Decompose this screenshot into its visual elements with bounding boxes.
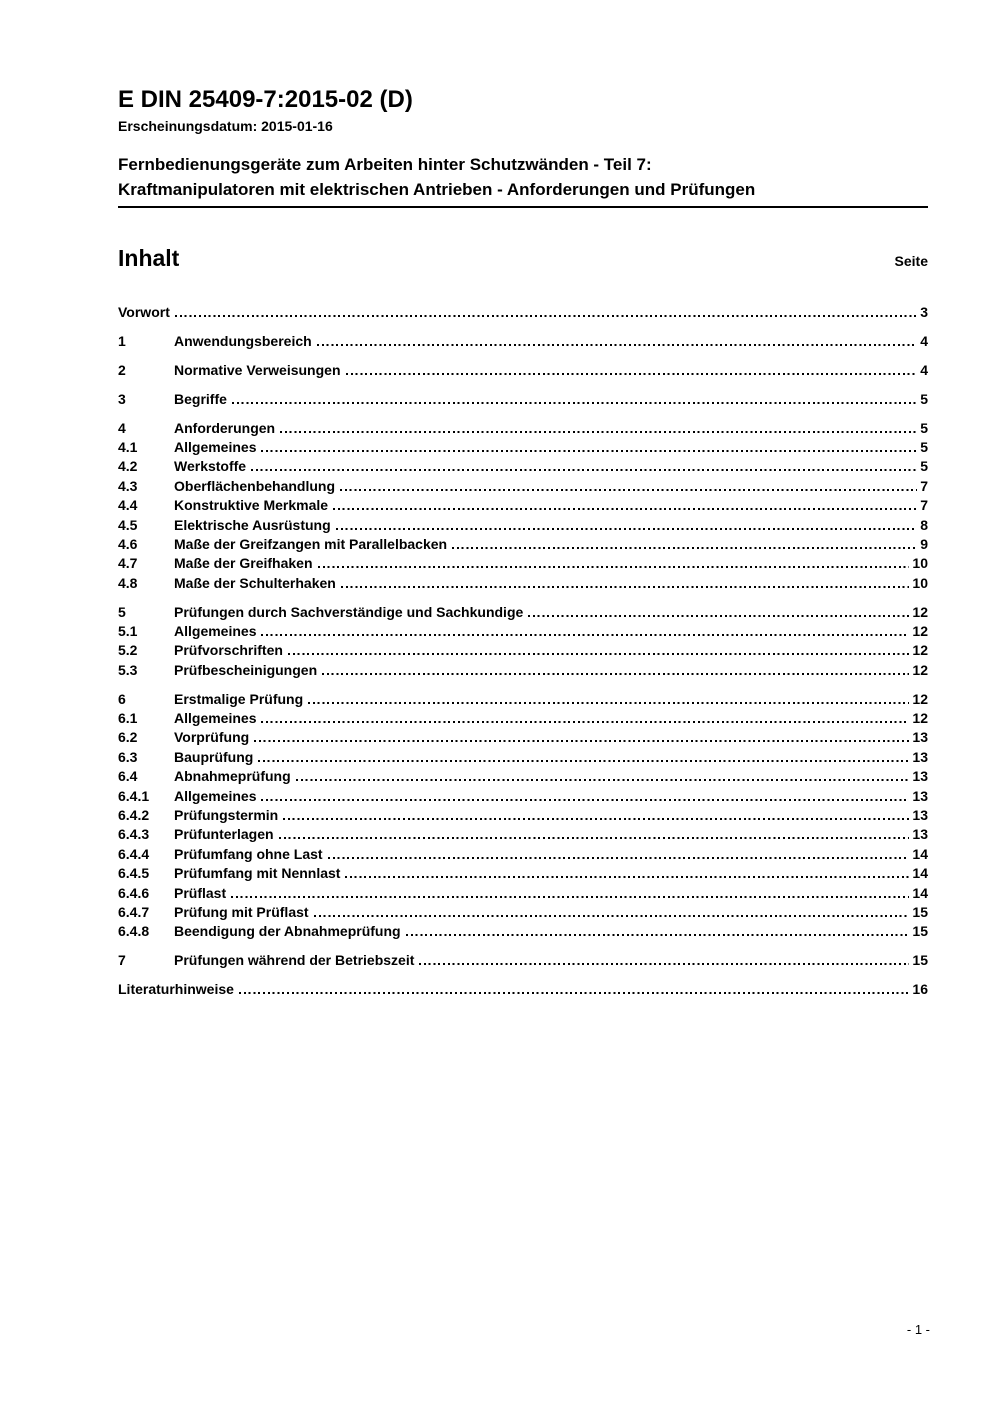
toc-entry	[118, 304, 928, 323]
toc-entry-number: 6.4	[118, 768, 138, 785]
toc-entry-title: Abnahmeprüfung	[174, 768, 291, 785]
toc-leader-dots	[279, 837, 910, 839]
toc-entry-title: Allgemeines	[174, 438, 257, 455]
toc-entry-number: 1	[118, 332, 126, 349]
toc-entry-title: Prüfumfang mit Nennlast	[174, 865, 341, 882]
toc-leader-dots	[345, 876, 909, 878]
toc-entry-number: 6.2	[118, 729, 138, 746]
toc-entry-title: Prüfvorschriften	[174, 642, 283, 659]
toc-entry-page: 12	[912, 642, 928, 659]
toc-entry-page: 13	[912, 787, 928, 804]
toc-entry	[118, 458, 928, 477]
toc-entry-title: Allgemeines	[174, 622, 257, 639]
toc-entry-page: 15	[912, 952, 928, 969]
toc-entry-number: 4.2	[118, 458, 138, 475]
toc-leader-dots	[261, 799, 909, 801]
toc-entry-number: 6.4.1	[118, 787, 150, 804]
page-column-label: Seite	[894, 253, 928, 269]
toc-entry-title: Allgemeines	[174, 710, 257, 727]
toc-list	[118, 304, 928, 1001]
toc-leader-dots	[239, 992, 910, 994]
toc-entry-number: 6.1	[118, 710, 138, 727]
toc-leader-dots	[318, 566, 910, 568]
toc-entry	[118, 536, 928, 555]
toc-entry	[118, 865, 928, 884]
toc-leader-dots	[232, 402, 917, 404]
toc-entry-page: 9	[920, 535, 928, 552]
toc-leader-dots	[251, 469, 917, 471]
toc-entry-page: 12	[912, 622, 928, 639]
toc-entry	[118, 604, 928, 623]
toc-entry-number: 4	[118, 419, 126, 436]
toc-entry-title: Prüfungstermin	[174, 806, 279, 823]
toc-leader-dots	[346, 373, 918, 375]
toc-entry	[118, 768, 928, 787]
toc-leader-dots	[528, 615, 909, 617]
toc-entry-title: Prüfung mit Prüflast	[174, 903, 309, 920]
toc-entry-number: 6	[118, 690, 126, 707]
toc-entry-number: 4.1	[118, 438, 138, 455]
toc-entry	[118, 807, 928, 826]
toc-entry-number: 6.4.3	[118, 826, 150, 843]
toc-entry	[118, 952, 928, 971]
toc-entry-title: Anforderungen	[174, 419, 276, 436]
toc-leader-dots	[231, 896, 909, 898]
toc-leader-dots	[283, 818, 909, 820]
toc-entry-title: Prüfbescheinigungen	[174, 661, 318, 678]
toc-entry-title: Elektrische Ausrüstung	[174, 516, 331, 533]
header-divider-rule	[118, 206, 928, 208]
toc-entry-page: 13	[912, 806, 928, 823]
toc-entry	[118, 362, 928, 381]
toc-entry-title: Oberflächenbehandlung	[174, 477, 336, 494]
toc-entry-number: 4.6	[118, 535, 138, 552]
toc-entry	[118, 420, 928, 439]
toc-entry-page: 10	[912, 574, 928, 591]
toc-entry-title: Prüfumfang ohne Last	[174, 845, 323, 862]
toc-leader-dots	[261, 721, 909, 723]
toc-leader-dots	[314, 915, 910, 917]
toc-entry	[118, 710, 928, 729]
toc-entry-page: 5	[920, 438, 928, 455]
toc-entry-page: 14	[912, 845, 928, 862]
toc-leader-dots	[296, 779, 910, 781]
toc-entry	[118, 333, 928, 352]
toc-entry-page: 14	[912, 884, 928, 901]
toc-entry	[118, 642, 928, 661]
toc-leader-dots	[341, 586, 910, 588]
toc-leader-dots	[288, 653, 910, 655]
toc-entry	[118, 575, 928, 594]
toc-entry-page: 15	[912, 923, 928, 940]
toc-entry-number: 6.4.4	[118, 845, 150, 862]
toc-entry-title: Werkstoffe	[174, 458, 247, 475]
toc-heading: Inhalt	[118, 245, 180, 271]
toc-entry-page: 5	[920, 458, 928, 475]
toc-entry-title: Beendigung der Abnahmeprüfung	[174, 923, 401, 940]
toc-entry-number: 7	[118, 952, 126, 969]
toc-leader-dots	[280, 431, 917, 433]
toc-entry	[118, 749, 928, 768]
toc-entry-page: 12	[912, 710, 928, 727]
toc-entry-page: 12	[912, 603, 928, 620]
toc-entry	[118, 555, 928, 574]
toc-entry-page: 3	[920, 304, 928, 320]
toc-entry-number: 6.4.8	[118, 923, 150, 940]
toc-leader-dots	[261, 450, 917, 452]
toc-entry-page: 15	[912, 903, 928, 920]
toc-entry-title: Maße der Greifzangen mit Parallelbacken	[174, 535, 448, 552]
toc-entry-title: Prüfunterlagen	[174, 826, 274, 843]
toc-entry-number: 6.3	[118, 748, 138, 765]
toc-entry	[118, 623, 928, 642]
toc-entry-page: 16	[912, 981, 928, 998]
toc-leader-dots	[333, 508, 917, 510]
toc-leader-dots	[406, 934, 910, 936]
toc-leader-dots	[175, 315, 917, 317]
toc-entry-number: 4.3	[118, 477, 138, 494]
toc-entry-number: 6.4.7	[118, 903, 150, 920]
toc-entry-number: 3	[118, 390, 126, 407]
toc-entry-page: 13	[912, 768, 928, 785]
toc-entry-page: 10	[912, 555, 928, 572]
document-title-line-2: Kraftmanipulatoren mit elektrischen Antrieben - Anforderungen und Prüfungen	[118, 180, 756, 199]
toc-entry-number: 6.4.5	[118, 865, 150, 882]
toc-entry-page: 4	[920, 361, 928, 378]
toc-entry	[118, 439, 928, 458]
toc-leader-dots	[258, 760, 909, 762]
toc-entry	[118, 478, 928, 497]
toc-entry-page: 14	[912, 865, 928, 882]
document-number: E DIN 25409-7:2015-02 (D)	[118, 86, 413, 113]
toc-entry-page: 13	[912, 729, 928, 746]
toc-entry-number: 5.2	[118, 642, 138, 659]
toc-entry-title: Normative Verweisungen	[174, 361, 341, 378]
toc-entry	[118, 981, 928, 1000]
toc-entry-page: 12	[912, 661, 928, 678]
footer-page-number: - 1 -	[906, 1322, 930, 1337]
toc-entry-title: Vorwort	[118, 304, 170, 320]
toc-leader-dots	[336, 528, 918, 530]
toc-entry-title: Literaturhinweise	[118, 981, 234, 998]
toc-entry-title: Prüfungen während der Betriebszeit	[174, 952, 415, 969]
toc-entry-title: Begriffe	[174, 390, 227, 407]
toc-entry	[118, 788, 928, 807]
toc-entry	[118, 662, 928, 681]
toc-entry	[118, 497, 928, 516]
toc-leader-dots	[328, 857, 910, 859]
toc-leader-dots	[308, 702, 909, 704]
toc-entry-page: 7	[920, 477, 928, 494]
toc-entry-title: Prüfungen durch Sachverständige und Sachkundige	[174, 603, 524, 620]
toc-header-row	[118, 246, 928, 271]
toc-entry-page: 8	[920, 516, 928, 533]
toc-entry-number: 6.4.2	[118, 806, 150, 823]
toc-entry-page: 13	[912, 748, 928, 765]
document-title-line-1: Fernbedienungsgeräte zum Arbeiten hinter Schutzwänden - Teil 7:	[118, 155, 652, 174]
toc-entry-page: 7	[920, 497, 928, 514]
publication-date: Erscheinungsdatum: 2015-01-16	[118, 118, 333, 134]
toc-entry-number: 2	[118, 361, 126, 378]
toc-leader-dots	[419, 963, 909, 965]
toc-entry-number: 4.8	[118, 574, 138, 591]
toc-entry	[118, 923, 928, 942]
toc-entry	[118, 729, 928, 748]
toc-entry-number: 4.5	[118, 516, 138, 533]
toc-entry-page: 13	[912, 826, 928, 843]
toc-entry-title: Bauprüfung	[174, 748, 254, 765]
toc-entry	[118, 691, 928, 710]
toc-entry-page: 5	[920, 419, 928, 436]
toc-entry-title: Prüflast	[174, 884, 227, 901]
toc-entry	[118, 826, 928, 845]
toc-entry-number: 5.1	[118, 622, 138, 639]
toc-entry-title: Maße der Schulterhaken	[174, 574, 336, 591]
toc-entry-page: 4	[920, 332, 928, 349]
document-title	[118, 152, 928, 202]
toc-entry-page: 12	[912, 690, 928, 707]
toc-leader-dots	[340, 489, 917, 491]
toc-entry-title: Maße der Greifhaken	[174, 555, 313, 572]
toc-leader-dots	[317, 344, 918, 346]
toc-entry-page: 5	[920, 390, 928, 407]
toc-entry-title: Vorprüfung	[174, 729, 250, 746]
toc-entry	[118, 517, 928, 536]
toc-entry-title: Allgemeines	[174, 787, 257, 804]
toc-entry	[118, 904, 928, 923]
toc-entry	[118, 846, 928, 865]
toc-leader-dots	[254, 740, 909, 742]
toc-entry-number: 6.4.6	[118, 884, 150, 901]
toc-entry-title: Anwendungsbereich	[174, 332, 312, 349]
toc-entry-title: Konstruktive Merkmale	[174, 497, 329, 514]
toc-entry-number: 4.7	[118, 555, 138, 572]
toc-entry	[118, 391, 928, 410]
toc-leader-dots	[261, 634, 909, 636]
toc-leader-dots	[322, 673, 909, 675]
toc-leader-dots	[452, 547, 917, 549]
toc-entry	[118, 885, 928, 904]
toc-entry-number: 5	[118, 603, 126, 620]
toc-entry-number: 4.4	[118, 497, 138, 514]
toc-entry-number: 5.3	[118, 661, 138, 678]
toc-entry-title: Erstmalige Prüfung	[174, 690, 304, 707]
